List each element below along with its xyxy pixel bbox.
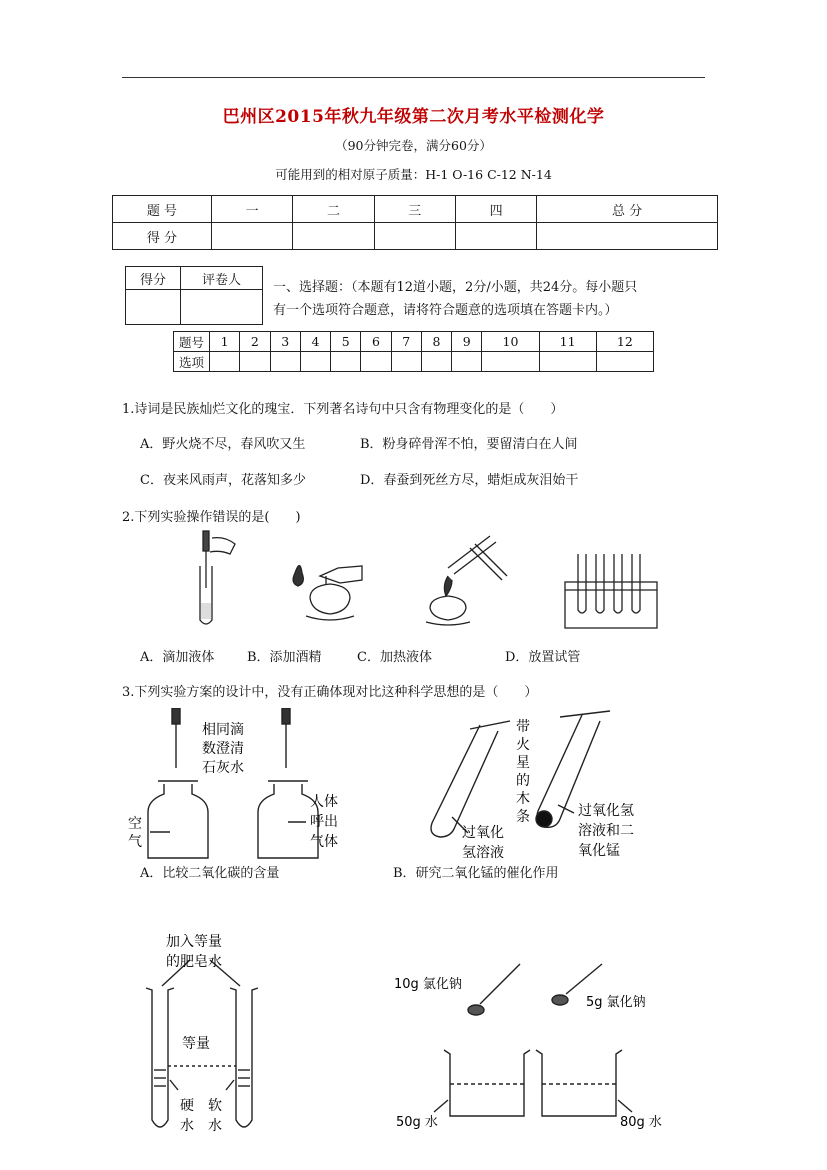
score-row-label: 得 分 <box>113 223 212 250</box>
answer-cell[interactable] <box>482 352 539 372</box>
q2-option-b[interactable]: B．添加酒精 <box>247 650 322 665</box>
answer-number: 7 <box>391 332 421 352</box>
q2-stem: 2.下列实验操作错误的是( ) <box>122 510 301 525</box>
answer-label: 选项 <box>174 352 210 372</box>
fig-b-stick-6: 条 <box>516 809 530 825</box>
answer-cell[interactable] <box>331 352 361 372</box>
answer-cell[interactable] <box>391 352 421 372</box>
fig-a-dropper-label-2: 数澄清 <box>202 741 244 757</box>
answer-number: 1 <box>210 332 240 352</box>
score-header-cell: 四 <box>455 196 536 223</box>
fig-c-top-2: 的肥皂水 <box>166 954 222 970</box>
answer-number: 12 <box>596 332 653 352</box>
score-cell[interactable] <box>212 223 293 250</box>
answer-number: 4 <box>300 332 330 352</box>
fig-b-stick-5: 木 <box>516 791 530 807</box>
fig-b-stick-4: 的 <box>516 773 530 789</box>
salt-beakers <box>434 964 632 1116</box>
exam-subtitle: （90分钟完卷，满分60分） <box>335 138 492 153</box>
answer-number: 8 <box>421 332 451 352</box>
answer-choice-row <box>174 352 654 372</box>
answer-cell[interactable] <box>361 352 391 372</box>
q2-option-c[interactable]: C．加热液体 <box>357 650 432 665</box>
q2-figures <box>130 528 690 638</box>
answer-cell[interactable] <box>240 352 270 372</box>
fig-a-dropper-label-1: 相同滴 <box>202 722 244 738</box>
fig-a-left-label-1: 空 <box>128 816 142 832</box>
fig-a-right-label-3: 气体 <box>310 834 338 850</box>
q1-stem: 1.诗词是民族灿烂文化的瑰宝．下列著名诗句中只含有物理变化的是（ ） <box>122 402 564 417</box>
answer-number: 3 <box>270 332 300 352</box>
section1-intro-line: 一、选择题：（本题有12道小题，2分/小题，共24分。每小题只 <box>273 280 638 295</box>
fig-d-left-salt: 10g 氯化钠 <box>394 977 462 992</box>
answer-cell[interactable] <box>596 352 653 372</box>
answer-cell[interactable] <box>210 352 240 372</box>
exam-title: 巴州区2015年秋九年级第二次月考水平检测化学 <box>222 107 605 127</box>
score-cell[interactable] <box>374 223 455 250</box>
section1-intro <box>273 276 713 322</box>
q3-figure-d <box>390 960 680 1135</box>
fig-b-left-1: 过氧化 <box>462 825 504 841</box>
score-header-cell: 一 <box>212 196 293 223</box>
answer-label: 题号 <box>174 332 210 352</box>
fig-b-right-3: 氧化锰 <box>578 843 620 859</box>
test-tube-rack-figure <box>565 554 657 628</box>
score-table <box>112 195 718 250</box>
grader-score-label: 得分 <box>126 267 181 290</box>
fig-c-top-1: 加入等量 <box>166 934 222 950</box>
section1-intro-line: 有一个选项符合题意，请将符合题意的选项填在答题卡内。） <box>273 303 618 318</box>
q3-figure-b <box>410 705 660 860</box>
fig-b-stick-3: 星 <box>516 755 530 771</box>
alcohol-lamp-figure <box>293 566 362 621</box>
answer-number: 9 <box>452 332 482 352</box>
heating-tube-figure <box>426 536 507 625</box>
score-header-cell: 二 <box>293 196 374 223</box>
q1-option-b[interactable]: B．粉身碎骨浑不怕，要留清白在人间 <box>360 437 578 452</box>
fig-b-right-2: 溶液和二 <box>578 823 634 839</box>
header-rule <box>122 77 705 78</box>
dropper-tube-figure <box>200 531 235 624</box>
grader-box <box>125 266 263 325</box>
fig-b-left-2: 氢溶液 <box>462 845 504 860</box>
fig-a-right-label-1: 人体 <box>310 794 338 810</box>
fig-c-soft-1: 软 <box>208 1098 222 1114</box>
answer-cell[interactable] <box>539 352 596 372</box>
atomic-masses: 可能用到的相对原子质量：H-1 O-16 C-12 N-14 <box>275 167 552 182</box>
fig-d-right-water: 80g 水 <box>620 1115 662 1130</box>
fig-d-right-salt: 5g 氯化钠 <box>586 995 646 1010</box>
answer-number: 6 <box>361 332 391 352</box>
q3-figure-c <box>130 930 280 1140</box>
score-cell[interactable] <box>455 223 536 250</box>
q1-option-c[interactable]: C．夜来风雨声，花落知多少 <box>140 473 306 488</box>
answer-number: 11 <box>539 332 596 352</box>
score-value-row <box>113 223 718 250</box>
answer-number: 10 <box>482 332 539 352</box>
answer-cell[interactable] <box>421 352 451 372</box>
answer-number: 2 <box>240 332 270 352</box>
score-header-row <box>113 196 718 223</box>
score-header-cell: 三 <box>374 196 455 223</box>
fig-a-dropper-label-3: 石灰水 <box>202 760 244 776</box>
q3-figure-a <box>120 708 360 863</box>
q3-caption-b: B．研究二氧化锰的催化作用 <box>393 866 559 881</box>
fig-a-right-label-2: 呼出 <box>310 814 338 830</box>
fig-c-hard-2: 水 <box>180 1118 194 1134</box>
answer-number: 5 <box>331 332 361 352</box>
fig-d-left-water: 50g 水 <box>396 1115 438 1130</box>
answer-number-row <box>174 332 654 352</box>
grader-name-cell[interactable] <box>181 290 263 325</box>
q2-option-a[interactable]: A．滴加液体 <box>140 650 215 665</box>
answer-table <box>173 331 654 372</box>
q1-option-a[interactable]: A．野火烧不尽，春风吹又生 <box>140 437 306 452</box>
fig-a-left-label-2: 气 <box>128 834 142 850</box>
fig-c-soft-2: 水 <box>208 1118 222 1134</box>
score-header-cell: 题 号 <box>113 196 212 223</box>
q1-option-d[interactable]: D．春蚕到死丝方尽，蜡炬成灰泪始干 <box>360 473 579 488</box>
score-header-cell: 总 分 <box>537 196 718 223</box>
grader-score-cell[interactable] <box>126 290 181 325</box>
answer-cell[interactable] <box>300 352 330 372</box>
fig-b-stick-1: 带 <box>516 719 530 735</box>
grader-name-label: 评卷人 <box>181 267 263 290</box>
q2-option-d[interactable]: D．放置试管 <box>505 650 581 665</box>
q3-caption-a: A．比较二氧化碳的含量 <box>140 866 280 881</box>
answer-cell[interactable] <box>452 352 482 372</box>
fig-b-stick-2: 火 <box>516 737 530 753</box>
fig-c-hard-1: 硬 <box>180 1098 194 1114</box>
answer-cell[interactable] <box>270 352 300 372</box>
score-cell[interactable] <box>293 223 374 250</box>
q3-stem: 3.下列实验方案的设计中，没有正确体现对比这种科学思想的是（ ） <box>122 685 538 700</box>
score-cell[interactable] <box>537 223 718 250</box>
fig-c-middle: 等量 <box>182 1036 210 1052</box>
fig-b-right-1: 过氧化氢 <box>578 803 634 819</box>
